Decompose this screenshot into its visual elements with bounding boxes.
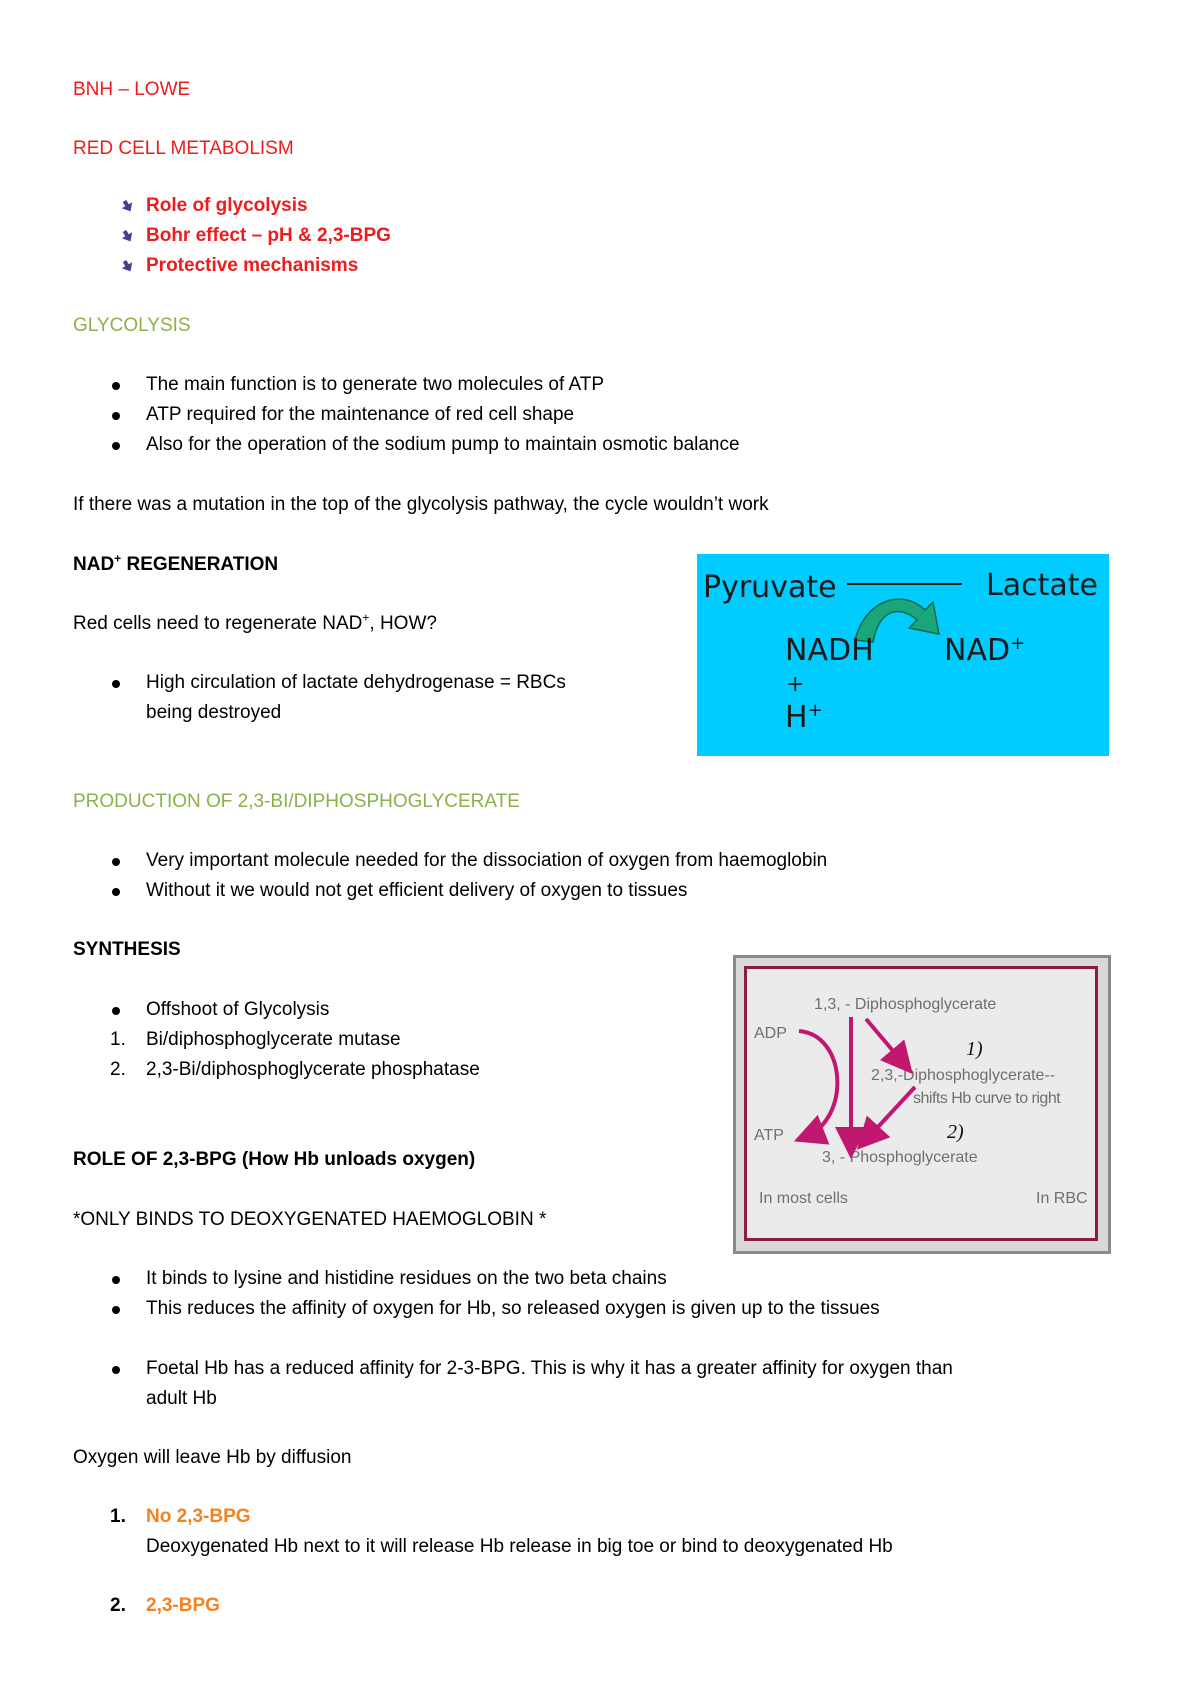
list-item: This reduces the affinity of oxygen for Hb, so released oxygen is given up to the tissues [146,1298,880,1319]
nad-heading [73,553,278,577]
course-title: BNH – LOWE [73,79,191,100]
bullet-icon [112,1007,120,1015]
bullet-icon [112,888,120,896]
list-item: The main function is to generate two molecules of ATP [146,374,604,395]
bullet-icon [112,1366,120,1374]
nad-sup: + [1010,633,1026,654]
pathway-arrows-icon [747,969,1101,1244]
pyruvate-lactate-diagram [697,554,1109,756]
list-item: It binds to lysine and histidine residues on the two beta chains [146,1268,667,1289]
nad-heading-sup: + [114,551,122,566]
list-item: Also for the operation of the sodium pump to maintain osmotic balance [146,434,740,455]
bullet-icon [112,1306,120,1314]
mutation-note: If there was a mutation in the top of the glycolysis pathway, the cycle wouldn’t work [73,494,769,515]
nad-question-rest: , HOW? [369,613,437,634]
bullet-icon [112,680,120,688]
bpg-label: 2,3,-Diphosphoglycerate-- [871,1067,1056,1084]
step-text: Bi/diphosphoglycerate mutase [146,1029,401,1050]
list-item-continuation: adult Hb [146,1388,217,1409]
objective-label: Role of glycolysis [146,195,308,216]
atp-label: ATP [754,1127,784,1144]
bullet-icon [112,1276,120,1284]
pyruvate-label: Pyruvate [703,570,837,605]
list-item: Very important molecule needed for the dissociation of oxygen from haemoglobin [146,850,828,871]
nad-plus-label [944,633,1025,668]
bullet-icon [112,858,120,866]
most-cells-caption: In most cells [759,1190,848,1207]
list-item-continuation: being destroyed [146,702,282,723]
diffusion-item-title: 2,3-BPG [146,1595,220,1616]
diffusion-intro: Oxygen will leave Hb by diffusion [73,1447,352,1468]
step-text: 2,3-Bi/diphosphoglycerate phosphatase [146,1059,480,1080]
list-item: Foetal Hb has a reduced affinity for 2-3-BPG. This is why it has a greater affinity for oxygen than [146,1358,953,1379]
list-item: Offshoot of Glycolysis [146,999,330,1020]
shift-curve-label: shifts Hb curve to right [913,1090,1061,1107]
diffusion-item-desc: Deoxygenated Hb next to it will release Hb release in big toe or bind to deoxygenated Hb [146,1536,893,1557]
arrow-bullet-icon [120,229,136,245]
rbc-caption: In RBC [1036,1190,1088,1207]
topic-title: RED CELL METABOLISM [73,138,294,159]
bullet-icon [112,412,120,420]
step-number: 1. [110,1029,126,1050]
arrow-bullet-icon [120,259,136,275]
bullet-icon [112,442,120,450]
arrow-bullet-icon [120,199,136,215]
step-number: 2. [110,1059,126,1080]
phosphoglycerate-3-label: 3, - Phosphoglycerate [822,1149,978,1166]
nad-heading-text: NAD [73,554,115,575]
role-note: *ONLY BINDS TO DEOXYGENATED HAEMOGLOBIN * [73,1209,547,1230]
lactate-label: Lactate [986,568,1098,603]
h-sup: + [807,700,823,721]
synthesis-heading: SYNTHESIS [73,939,181,960]
step-number: 1. [110,1506,126,1527]
nad-question [73,612,437,636]
objective-label: Protective mechanisms [146,255,359,276]
nad-question-sup: + [362,610,370,625]
h-text: H [785,700,808,735]
role-heading: ROLE OF 2,3-BPG (How Hb unloads oxygen) [73,1149,476,1170]
diphosphoglycerate-13-label: 1,3, - Diphosphoglycerate [814,996,997,1013]
production-heading: PRODUCTION OF 2,3-BI/DIPHOSPHOGLYCERATE [73,791,520,812]
annotation-1: 1) [966,1038,983,1060]
list-item: ATP required for the maintenance of red cell shape [146,404,575,425]
nad-text: NAD [944,633,1011,668]
annotation-2: 2) [947,1121,964,1143]
adp-label: ADP [754,1025,787,1042]
list-item: High circulation of lactate dehydrogenase = RBCs [146,672,566,693]
plus-sign: + [786,672,805,697]
bpg-shunt-diagram [733,955,1111,1254]
diagram-frame [744,966,1098,1241]
bullet-icon [112,382,120,390]
nad-question-text: Red cells need to regenerate NAD [73,613,363,634]
nad-heading-rest: REGENERATION [121,554,279,575]
step-number: 2. [110,1595,126,1616]
glycolysis-heading: GLYCOLYSIS [73,315,191,336]
diffusion-item-title: No 2,3-BPG [146,1506,251,1527]
objective-label: Bohr effect – pH & 2,3-BPG [146,225,391,246]
hydrogen-label [785,700,823,735]
list-item: Without it we would not get efficient delivery of oxygen to tissues [146,880,688,901]
nadh-label: NADH [785,633,874,668]
